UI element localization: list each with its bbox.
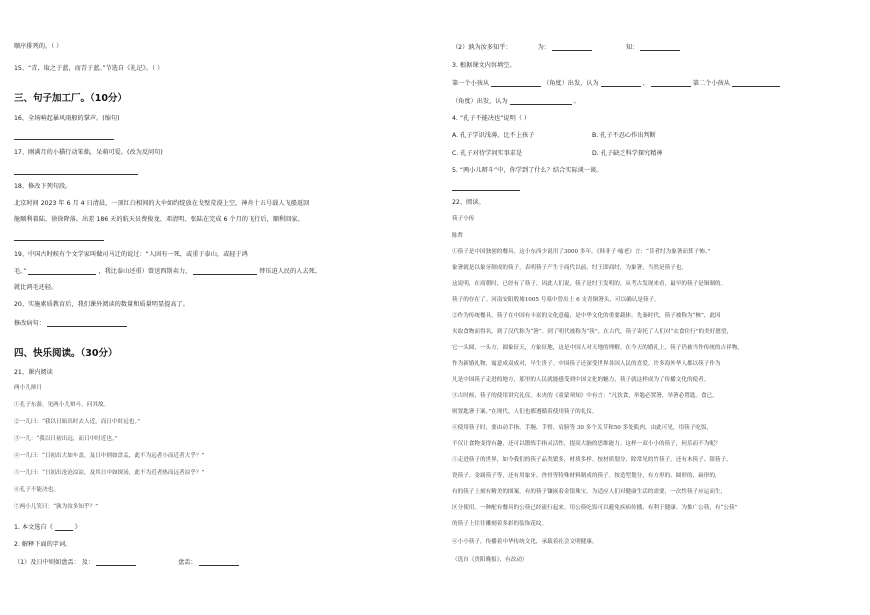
text-segment: 知： [625,43,639,51]
article-line: ⑤走进筷子的世界，如今我们的筷子品类繁多，材质多样。按材质划分，除常见的竹筷子，还有木筷子、银筷子、 [452,457,732,463]
answer-line[interactable] [14,240,104,241]
text-segment: 1. 本文选自《 [14,523,53,531]
article-line: ⑥小小筷子，传播着中华传统文化，承载着社会文明健康。 [452,539,598,545]
article-line: 象箸就是以象牙制成的筷子，表明筷子产生于商代以前。纣王即商纣，为象箸，当然是筷子也。 [452,265,687,271]
passage-line: ①孔子东游，见两小儿辩斗，问其故。 [14,402,110,408]
question-21-4: 4. “孔子不能决也”说明（ ） [452,115,531,122]
blank-field[interactable] [55,524,73,531]
text-segment: 修改病句： [14,319,45,327]
question-21-2-1 [14,559,239,566]
question-18: 18、修改下列句段。 [14,183,72,190]
question-21-3: 3. 根据课文内容填空。 [452,62,516,69]
question-21-2-2 [452,44,680,51]
option-d[interactable]: D. 孔子缺乏科学探究精神 [592,150,663,157]
passage-line: ②一儿曰：“我以日始出时去人近，而日中时远也。” [14,419,140,425]
article-source: （选自《贵阳晚报》，有改动） [452,557,528,563]
answer-line[interactable] [14,174,138,175]
text-segment: 第二个小孩从 [692,79,730,87]
passage-line: ⑤一儿曰：“日初出沧沧凉凉，及其日中如探汤，此不为近者热而远者凉乎？” [14,470,205,476]
blank-field[interactable] [510,98,572,105]
blank-field[interactable] [96,559,136,566]
article-line: ①筷子是中国独创的餐具。这小东西少说用了3000 多年。《韩非子·喻老》言：“昔者纣为象箸而箕子怖。” [452,249,711,255]
blank-field[interactable] [199,559,239,566]
passage-title: 两小儿辩日 [14,385,42,391]
question-21-2: 2. 解释下面的字词。 [14,541,72,548]
blank-field[interactable] [640,44,680,51]
article-line: 它一头圆，一头方，圆象征天，方象征地，这是中国人对天地的理解。在今天的婚礼上，筷子仍被当作传统的吉祥物， [452,345,743,351]
article-line: ④使用筷子时，要由动手指、手腕、手臂、肩膀等 30 多个关节和50 多处肌肉。由此可见，用筷子吃饭， [452,425,713,431]
paragraph-line: 舱顺利着陆、徐徐降落。出差 186 天的航天员费俊龙、邓清明、张陆在完成 6 个月的飞行后，顺利回家。 [14,216,304,223]
passage-line: ⑦两小儿笑曰：“孰为汝多知乎？” [14,504,99,510]
blank-field[interactable] [193,268,257,275]
question-17: 17、刚满月的小猫行动笨拙，呆萌可爱。(改为反问句) [14,149,163,156]
text-segment: 盘盂： [178,558,197,566]
article-line: 凡是中国筷子走进的地方，那里的人民就能感受到中国文化的魅力，筷子就这样成为了传播文化的使者。 [452,377,710,383]
text-segment: （2）孰为汝多知乎： [452,43,512,51]
blank-field[interactable] [601,80,641,87]
article-line: 区分使用。一种配有餐具的公筷已经流行起来。用公筷吃饭可以避免疾病传播，有利于健康。为推广公筷，有“公筷” [452,505,738,511]
question-21-1 [14,524,81,531]
text-segment: 》 [74,523,81,531]
text-segment: 为： [537,43,550,51]
text-segment: （角度）出发，认为 [543,79,599,87]
option-a[interactable]: A. 孔子学识浅薄，比不上孩子 [452,132,535,139]
article-line: 瓷筷子、金属筷子等，还有用象牙、兽骨等特殊材料制成的筷子。按造型划分，有方形的、圆形的、扁形的， [452,473,721,479]
passage-line: ④一儿曰：“日初出大如车盖，及日中则如盘盂，此不为远者小而近者大乎？” [14,453,205,459]
question-20: 20、实施素质教育后，我们课外阅读的数量和质量明显提高了。 [14,301,189,308]
article-line: 作为新婚礼物，寓意成双成对，早生贵子。中国筷子还深受世界各国人民的喜爱。许多海外华人都以筷子作为 [452,361,721,367]
question-21: 21、课内阅读 [14,369,53,376]
text-segment: 毛。” [14,267,27,275]
blank-field[interactable] [651,80,691,87]
passage-line: ⑥孔子不能决也。 [14,487,59,493]
article-line: 有的筷子上刻有精美的图案，有的筷子镶嵌着金银珠宝。为适应人们对健康生活的需要，一次性筷子应运而生， [452,489,727,495]
blank-field[interactable] [47,320,127,327]
fill-line [452,98,580,105]
option-b[interactable]: B. 孔子不忍心作出判断 [592,132,656,139]
question-15: 15、“青，取之于蓝，而青于蓝。”节选自《礼记》。（ ） [14,65,164,72]
question-22: 22、阅读。 [452,199,485,206]
blank-field[interactable] [732,80,780,87]
article-line: 不仅让食物变得有趣，还可以锻炼手指灵活性，提高大脑的思维能力。这样一双小小的筷子，何乐而不为呢？ [452,441,721,447]
text-segment: ，我比泰山还重）曾送西斯卖力， [98,267,192,275]
text-segment: （角度）出发，认为 [452,97,508,105]
answer-line[interactable] [14,139,114,140]
article-line: 则置匙箸于案。”在现代，人们也都遵循着使用筷子的礼仪。 [452,409,598,415]
separator: 。 [573,97,580,105]
question-19: 19、中国古时候有个文学家叫做司马迁的说过：“人固有一死，或重于泰山，或轻于鸿 [14,251,248,258]
question-19-line2 [14,268,321,275]
blank-field[interactable] [28,268,96,275]
article-author: 陈哲 [452,233,464,239]
article-line: 这说明，在商朝时，已经有了筷子。因此人们说，筷子是纣王发明的。从考古发现来看，最早的筷子是铜制的。 [452,281,727,287]
text-segment: 替压迫人民的人去死， [259,267,322,275]
paragraph-line: 北京时间 2023 年 6 月 4 日清晨，一顶红白相间的大伞如约绽放在戈壁荒漠上空，神舟十五号载人飞船返回 [14,200,310,207]
article-line: 夹取食物而得名，到了汉代称为“箸”。到了明代被称为“筷”。在古代，筷子寄托了人们对“衣食住行”的美好愿望， [452,329,733,335]
text-segment: 第一个小孩从 [452,79,490,87]
revise-line [14,320,127,327]
option-c[interactable]: C. 孔子对待学问实事求是 [452,150,523,157]
answer-line[interactable] [452,190,520,191]
article-line: 筷子的存在了。河南安阳殷墟1005 号墓中曾出土 6 支青铜箸头，可以确认是筷子。 [452,297,660,303]
question-16: 16、全场响起暴风雨般的掌声。(缩句) [14,115,120,122]
section-3-heading: 三、句子加工厂。（10分） [14,93,127,104]
article-line: 的筷子上往往雕刻着多彩的装饰花纹。 [452,521,548,527]
blank-field[interactable] [552,44,592,51]
text-line: 顺序排列的。（ ） [14,43,63,50]
section-4-heading: 四、快乐阅读。（30分） [14,348,118,359]
question-21-5: 5. “两小儿辩斗”中，你学到了什么？结合实际谈一谈。 [452,167,603,174]
separator: ， [642,79,649,87]
passage-line: ③一儿：“我以日初出远，而日中时近也。” [14,436,118,442]
article-line: ③古时候，筷子的使用讲究礼仪。未央的《童蒙须知》中有言：“凡饮食，举匙必置箸，举箸必置匙。食已， [452,393,718,399]
fill-line [452,80,780,87]
text-line: 就比鸿毛还轻。 [14,284,58,291]
article-title: 筷子小传 [452,216,475,222]
article-line: ②作为传统餐具，筷子在中国有丰富的文化意蕴，是中华文化的重要载体。先秦时代，筷子被称为“梜”，此因 [452,313,721,319]
blank-field[interactable] [491,80,541,87]
text-segment: （1）及日中则如盘盂： 及： [14,558,95,566]
